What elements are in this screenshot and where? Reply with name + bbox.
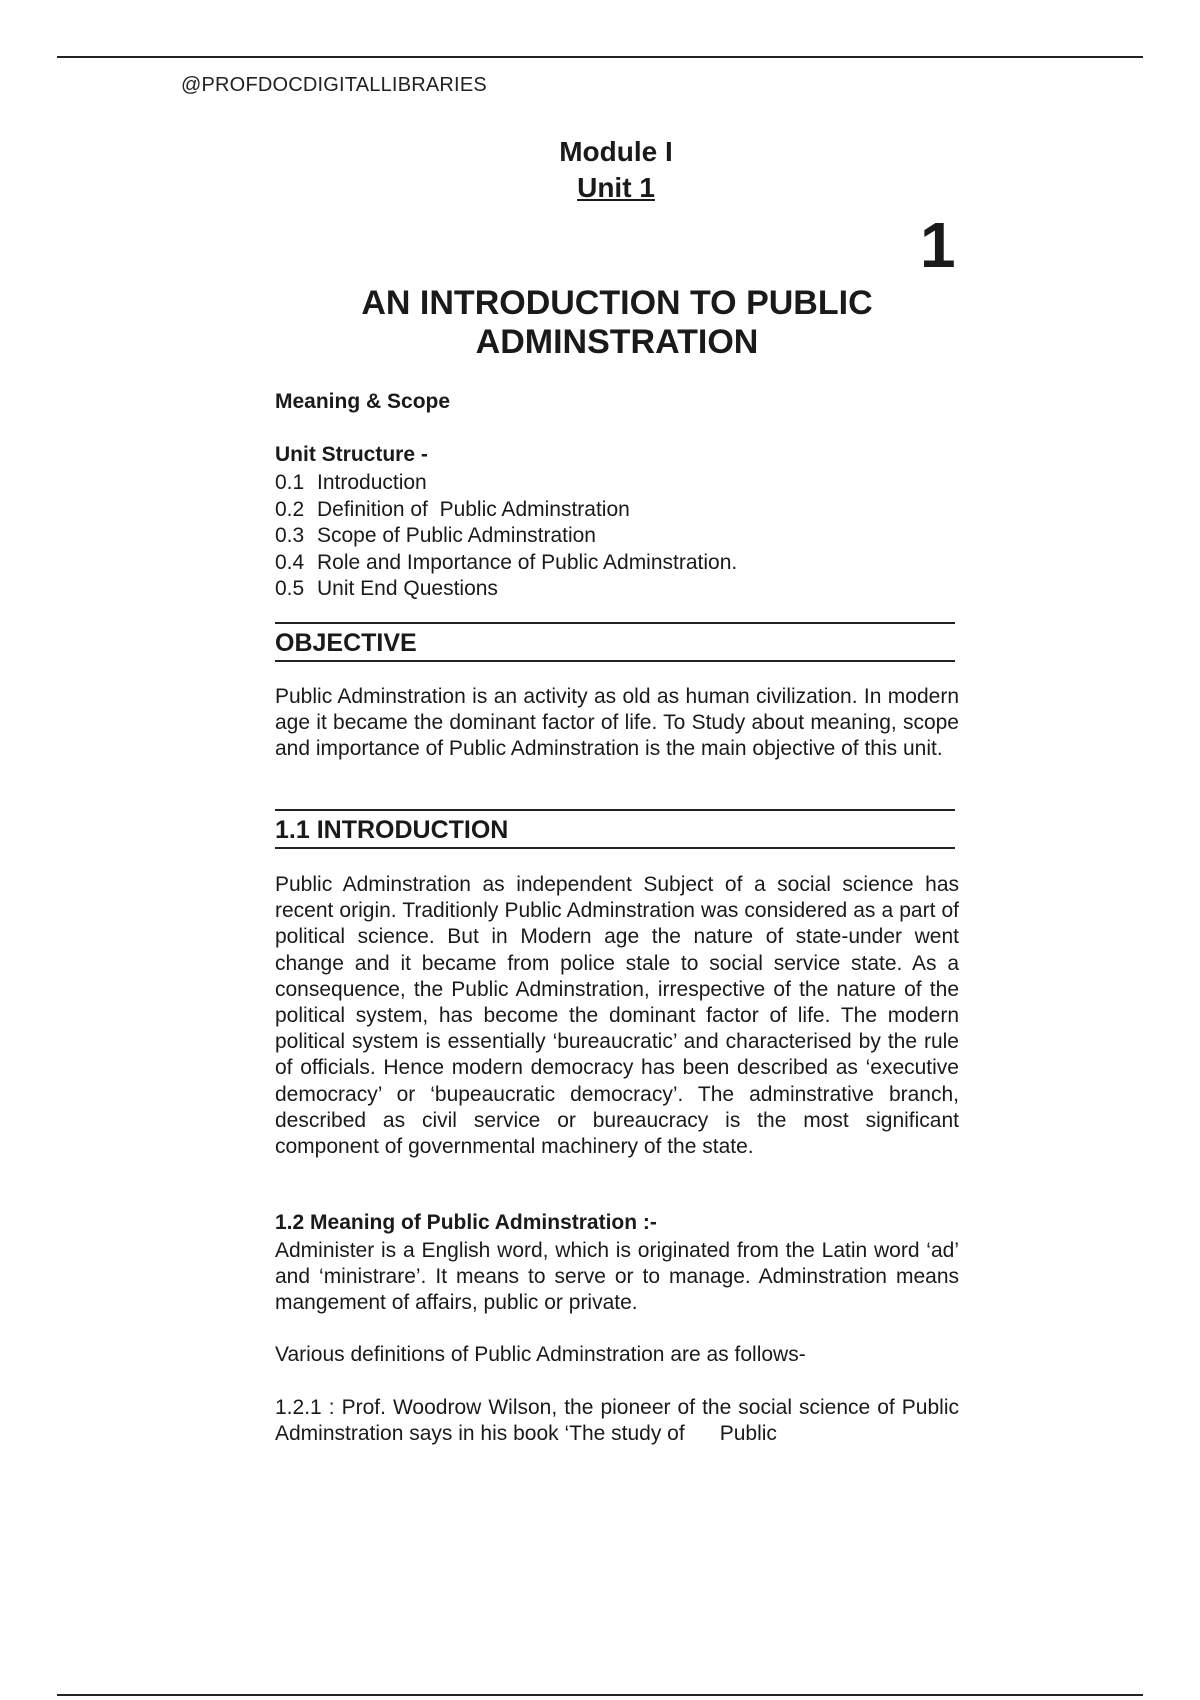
list-item: 0.4 Role and Importance of Public Adminstration.	[275, 550, 738, 574]
list-item: 0.2 Definition of Public Adminstration	[275, 497, 630, 521]
introduction-paragraph: Public Adminstration as independent Subject of a social science has recent origin. Traditionly Public Adminstration was considered as a part of political science. But in Modern age the nature of state-under went change and it became from police stale to social service state. As a consequence, the Public Adminstration, irrespective of the nature of the political system, has become the dominant factor of life. The modern political system is essentially ‘bureaucratic’ and characterised by the rule of officials. Hence modern democracy has been described as ‘executive democracy’ or ‘bupeaucratic democracy’. The adminstrative branch, described as civil service or bureaucracy is the most significant component of governmental machinery of the state.	[275, 873, 959, 1159]
list-item: 0.3 Scope of Public Adminstration	[275, 524, 596, 547]
meaning-heading: 1.2 Meaning of Public Adminstration :-	[275, 1211, 657, 1234]
objective-section-header	[275, 622, 955, 662]
bottom-rule	[57, 1694, 1143, 1696]
objective-paragraph: Public Adminstration is an activity as old as human civilization. In modern age it became the dominant factor of life. To Study about meaning, scope and importance of Public Adminstration is the main objective of this unit.	[275, 685, 959, 761]
divider	[275, 847, 955, 849]
introduction-section-header	[275, 809, 955, 849]
list-item: 0.5 Unit End Questions	[275, 577, 498, 600]
meaning-scope-subtitle: Meaning & Scope	[275, 390, 451, 413]
chapter-title-line1: AN INTRODUCTION TO PUBLIC	[361, 284, 873, 322]
list-item: 0.1 Introduction	[275, 471, 427, 494]
meaning-paragraph: Administer is a English word, which is originated from the Latin word ‘ad’ and ‘ministrare’. It means to serve or to manage. Adminstration means mangement of affairs, public or private.	[275, 1239, 959, 1315]
chapter-number: 1	[920, 209, 956, 281]
unit-structure-list	[275, 470, 737, 603]
unit-label: Unit 1	[577, 172, 655, 203]
top-rule	[57, 56, 1143, 58]
module-label: Module I	[559, 136, 673, 167]
unit-structure-heading: Unit Structure -	[275, 443, 428, 466]
chapter-title	[300, 284, 934, 362]
objective-heading: OBJECTIVE	[275, 629, 417, 657]
definitions-intro: Various definitions of Public Adminstration are as follows-	[275, 1343, 806, 1366]
chapter-title-line2: ADMINSTRATION	[475, 323, 759, 361]
watermark-text: @PROFDOCDIGITALLIBRARIES	[181, 74, 487, 96]
definition-1-2-1: 1.2.1 : Prof. Woodrow Wilson, the pioneer of the social science of Public Adminstration says in his book ‘The study of Public	[275, 1396, 964, 1446]
divider	[275, 660, 955, 662]
introduction-heading: 1.1 INTRODUCTION	[275, 816, 509, 844]
